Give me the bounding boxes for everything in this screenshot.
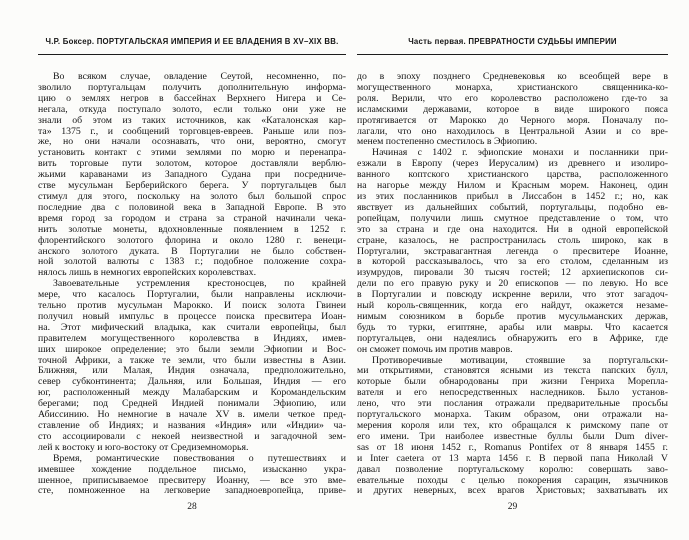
text-line: стимул для этого, поскольку на золото был большой спрос xyxy=(38,190,346,202)
text-line: до в эпоху позднего Средневековья ко всеобщей вере в xyxy=(357,71,668,82)
text-line: протягивается от Марокко до Черного моря. Поначалу по- xyxy=(357,114,668,126)
text-line: это за страна и где она находится. Ни в одной европейской xyxy=(357,223,668,235)
text-line: юг, расположенный между Малабарским и Коромандельским xyxy=(38,387,346,399)
text-line: нялось лишь в немногих европейских королевствах. xyxy=(38,267,257,279)
text-line: португальцев, они надеялись обнаружить его в Африке, где xyxy=(357,332,668,344)
text-line: которые были обнародованы при жизни Генриха Морепла- xyxy=(357,376,668,388)
text-line: лено, что эти послания отражали предварительные просьбы xyxy=(357,398,668,410)
right-page-body xyxy=(357,72,668,497)
text-line: Ближняя, или Малая, Индия означала, предположительно, xyxy=(38,365,346,377)
text-line: знали об этом из таких источников, как «Каталонская кар- xyxy=(38,114,346,126)
text-line: ный король-священник, когда его найдут, окажется незаме- xyxy=(357,300,668,312)
text-line: север субконтинента; Дальняя, или Большая, Индия — его xyxy=(38,376,346,388)
text-line: ставление об Индиях; и названия «Индия» или «Индии» ча- xyxy=(38,420,346,431)
text-line: лагали, что оно находилось в Центральной Азии и со вре- xyxy=(357,125,668,137)
text-line: могущественного монарха, христианского священника-ко- xyxy=(357,81,668,93)
left-running-head: Ч.Р. Боксер. ПОРТУГАЛЬСКАЯ ИМПЕРИЯ И ЕЕ ВЛАДЕНИЯ В XV–XIX ВВ. xyxy=(45,37,339,46)
text-line: зволило португальцам получить дополнительную информа- xyxy=(38,81,346,93)
text-line: роля. Верили, что его королевство расположено где-то за xyxy=(357,92,668,104)
left-page xyxy=(38,0,346,540)
text-line: будь то турки, египтяне, арабы или мавры. Что касается xyxy=(357,321,668,333)
text-line: анского золотого дуката. В Португалии не было собствен- xyxy=(38,245,346,257)
text-line: имевшее хождение поддельное письмо, изысканно укра- xyxy=(38,463,346,475)
text-line: Завоевательные устремления крестоносцев, по крайней xyxy=(53,278,346,290)
text-line: дели по его правую руку и 20 епископов — по левую. Но все xyxy=(357,278,668,290)
text-line: флорентийского золотого флорина и около 1280 г. венеци- xyxy=(38,234,346,246)
right-running-head: Часть первая. ПРЕВРАТНОСТИ СУДЬБЫ ИМПЕРИИ xyxy=(408,37,617,46)
text-line: Противоречивые мотивации, стоявшие за португальски- xyxy=(372,354,668,366)
text-line: лей к востоку и юго-востоку от Средиземноморья. xyxy=(38,441,249,453)
text-line: Абиссинию. Но немногие в начале XV в. имели четкое пред- xyxy=(38,409,346,421)
text-line: евательные походы с целью покорения сарацин, язычников xyxy=(357,474,668,486)
text-line: время город за городом и страна за страной начинали чека- xyxy=(38,212,346,224)
text-line: мере, что касалось Португалии, были направлены исключи- xyxy=(38,289,346,301)
text-line: его имени. Три наиболее известные буллы были Dum diver- xyxy=(357,430,668,442)
text-line: точной Африки, а также те земли, что были известны в Азии. xyxy=(38,354,346,366)
text-line: тельно против мусульман Марокко. И поиск золота Гвинеи xyxy=(38,300,346,312)
text-line: давал позволение португальскому королю: совершать заво- xyxy=(357,463,668,475)
left-header-rule xyxy=(38,54,346,55)
right-page-number: 29 xyxy=(507,502,518,512)
text-line: жьими караванами из Западного Судана при посредниче- xyxy=(38,169,346,181)
text-line: исламскими державами, которое в виде широкого пояса xyxy=(357,103,668,115)
text-line: езжали в Европу (через Иерусалим) из древнего и изолиро- xyxy=(357,158,668,170)
text-line: последние два с половиной века в Западной Европе. В это xyxy=(38,201,346,213)
text-line: мерения короля или тех, кто обращался к римскому папе от xyxy=(357,420,668,431)
text-line: явствует из дальнейших событий, португальцы, подобно ев- xyxy=(357,201,668,213)
text-line: на нагорье между Нилом и Красным морем. Наконец, один xyxy=(357,180,668,192)
text-line: Начиная с 1402 г. эфиопские монахи и посланники при- xyxy=(372,147,668,159)
text-line: стране, казалось, не распространилась столь широко, как в xyxy=(357,234,668,246)
text-line: изумрудов, пировали 30 тысяч гостей; 12 архиепископов си- xyxy=(357,267,668,279)
text-line: sas от 18 июня 1452 г., Romanus Pontifex от 8 января 1455 г. xyxy=(357,441,668,453)
left-page-body xyxy=(38,72,346,497)
text-line: на. Этот мифический владыка, как считали европейцы, был xyxy=(38,321,346,333)
text-line: и Inter caetera от 13 марта 1456 г. В первой папа Николай V xyxy=(357,452,668,464)
left-page-number: 28 xyxy=(187,502,197,512)
text-line: сто ассоциировали с некоей неизвестной и загадочной зем- xyxy=(38,430,346,442)
text-line: из этих посланников прибыл в Лиссабон в 1452 г.; но, как xyxy=(357,190,668,202)
text-line: Время, романтические повествования о путешествиях и xyxy=(53,452,346,464)
text-line: нимым союзником в борьбе против мусульманских держав, xyxy=(357,310,668,322)
right-page xyxy=(357,0,668,540)
text-line: стве мусульман Берберийского берега. У португальцев был xyxy=(38,180,346,192)
text-line: шенное, приписываемое пресвитеру Иоанну, — все это вме- xyxy=(38,474,346,486)
text-line: негала, откуда поступало золото, если только они уже не xyxy=(38,103,346,115)
text-line: та» 1375 г., и сообщений торговцев-евреев. Раньше или поз- xyxy=(38,125,346,137)
text-line: вателя и его непосредственных наследников. Было установ- xyxy=(357,387,668,399)
text-line: установить контакт с этими землями по морю и перенапра- xyxy=(38,147,346,159)
text-line: нить золотые монеты, вдохновленные появлением в 1252 г. xyxy=(38,223,346,235)
text-line: он сможет помочь им против мавров. xyxy=(357,343,513,355)
text-line: берегами; под Средней Индией понимали Эфиопию, или xyxy=(38,398,346,410)
text-line: вить торговые пути золотом, которое доставляли верблю- xyxy=(38,158,346,170)
text-line: Во всяком случае, овладение Сеутой, несомненно, по- xyxy=(53,71,346,82)
text-line: ших широкое определение; это были земли Эфиопии и Вос- xyxy=(38,343,346,355)
text-line: Португалии, экстравагантная легенда о пресвитере Иоанне, xyxy=(357,245,668,257)
text-line: и других неверных, всех врагов Христовых; захватывать их xyxy=(357,485,668,497)
text-line: же, но они начали осознавать, что они, вероятно, смогут xyxy=(38,136,346,148)
text-line: менем постепенно сместилось в Эфиопию. xyxy=(357,136,538,148)
text-line: правителем могущественного королевства в Индиях, имев- xyxy=(38,332,346,344)
right-header-rule xyxy=(357,54,668,55)
text-line: ми открытиями, становятся ясными из текста папских булл, xyxy=(357,365,668,377)
text-line: ропейцам, получили лишь смутное представление о том, что xyxy=(357,212,668,224)
text-line: в Португалии и повсюду искренне верили, что этот загадоч- xyxy=(357,289,668,301)
text-line: ной золотой валюты с 1383 г.; подобное положение сохра- xyxy=(38,256,346,268)
text-line: португальского монарха. Таким образом, они отражали на- xyxy=(357,409,668,421)
text-line: цию о землях негров в бассейнах Верхнего Нигера и Се- xyxy=(38,92,346,104)
text-line: ванного коптского христианского царства, расположенного xyxy=(357,169,668,181)
text-line: в которой рассказывалось, что за его столом, сделанным из xyxy=(357,256,668,268)
text-line: сте, помноженное на легковерие западноевропейца, приве- xyxy=(38,485,346,497)
text-line: получил новый импульс в процессе поиска пресвитера Иоан- xyxy=(38,310,346,322)
